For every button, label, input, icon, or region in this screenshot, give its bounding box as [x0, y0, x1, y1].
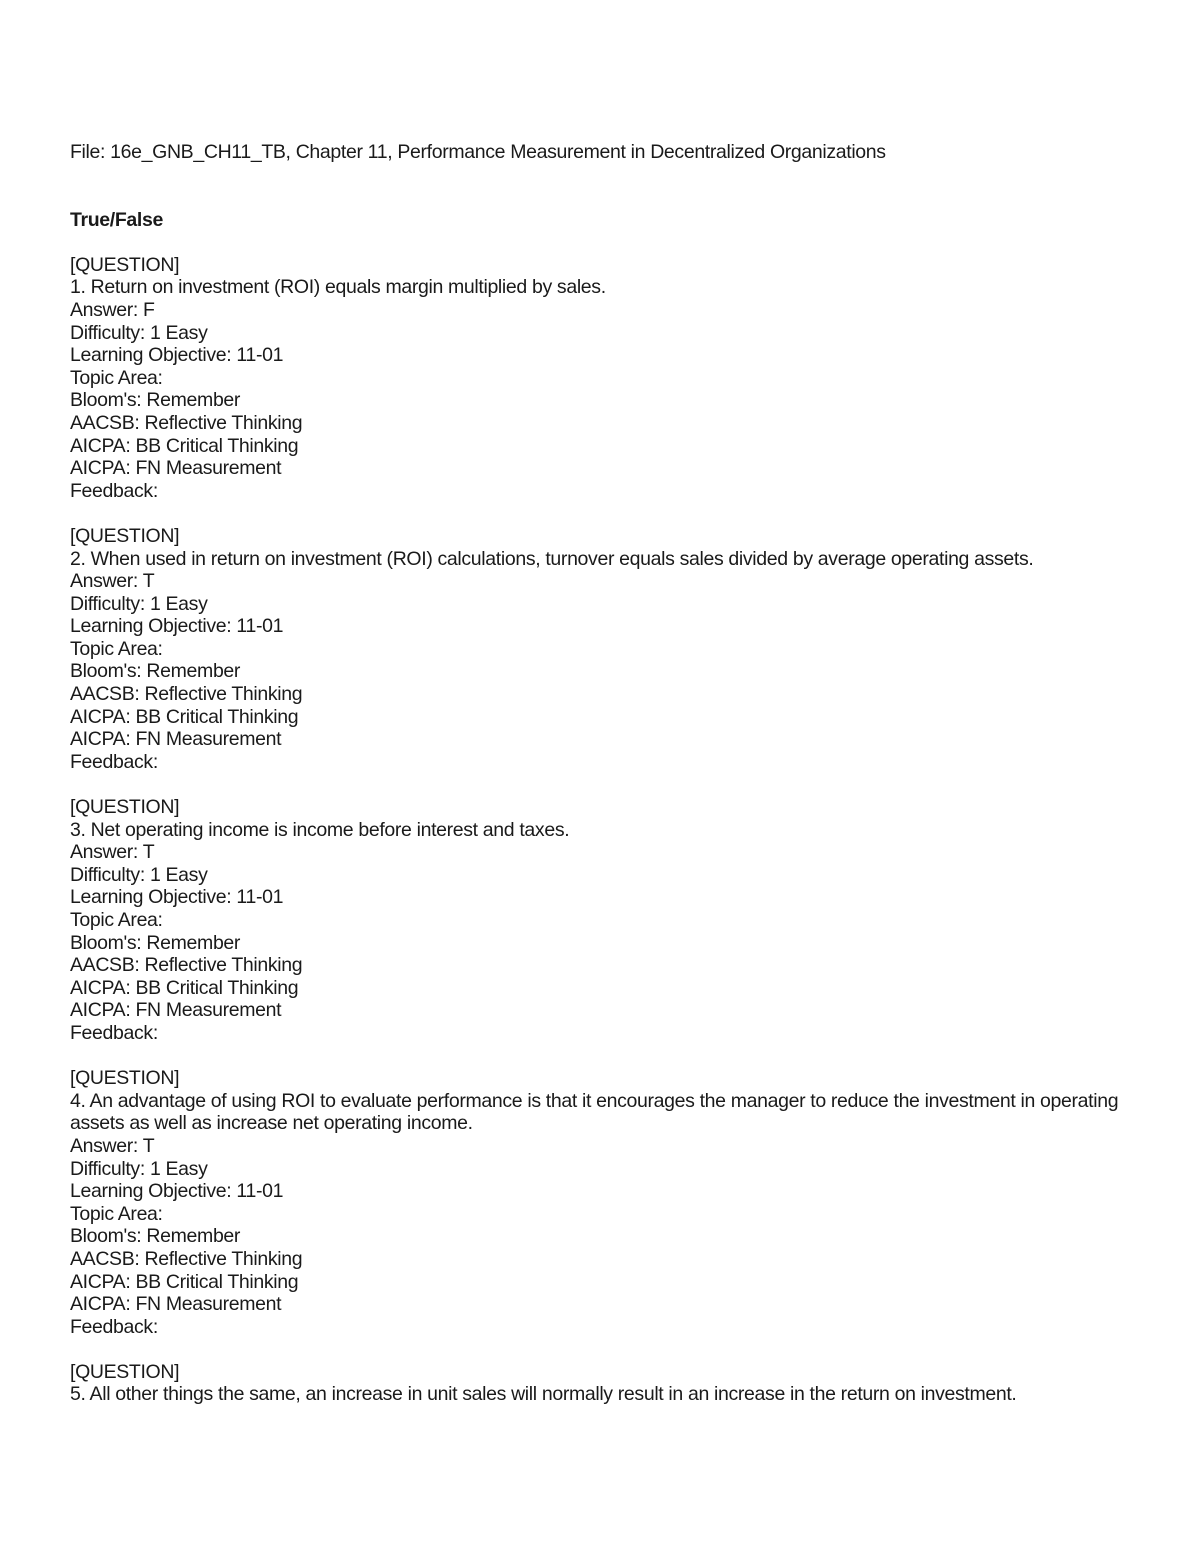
difficulty-line: Difficulty: 1 Easy — [70, 863, 208, 886]
question-marker: [QUESTION] — [70, 524, 180, 547]
aicpa-bb-line: AICPA: BB Critical Thinking — [70, 705, 299, 728]
question-marker: [QUESTION] — [70, 253, 180, 276]
aicpa-fn-line: AICPA: FN Measurement — [70, 457, 282, 480]
blooms-line: Bloom's: Remember — [70, 931, 241, 954]
aicpa-fn-line: AICPA: FN Measurement — [70, 728, 282, 751]
topic-area-line: Topic Area: — [70, 366, 163, 389]
difficulty-line: Difficulty: 1 Easy — [70, 592, 208, 615]
question-text: 4. An advantage of using ROI to evaluate performance is that it encourages the manager to reduce the investment in operating assets as well as increase net operating income. — [70, 1089, 1119, 1135]
aacsb-line: AACSB: Reflective Thinking — [70, 954, 303, 977]
learning-objective-line: Learning Objective: 11-01 — [70, 886, 284, 909]
aicpa-bb-line: AICPA: BB Critical Thinking — [70, 1270, 299, 1293]
question-block — [70, 254, 1150, 503]
question-block — [70, 1361, 1150, 1406]
question-text: 2. When used in return on investment (ROI) calculations, turnover equals sales divided by average operating assets. — [70, 547, 1034, 570]
topic-area-line: Topic Area: — [70, 637, 163, 660]
learning-objective-line: Learning Objective: 11-01 — [70, 615, 284, 638]
aacsb-line: AACSB: Reflective Thinking — [70, 683, 303, 706]
feedback-line: Feedback: — [70, 750, 158, 773]
answer-line: Answer: T — [70, 570, 155, 593]
blooms-line: Bloom's: Remember — [70, 389, 241, 412]
feedback-line: Feedback: — [70, 1315, 158, 1338]
question-text: 5. All other things the same, an increase in unit sales will normally result in an increase in the return on investment. — [70, 1383, 1017, 1406]
question-text: 3. Net operating income is income before interest and taxes. — [70, 818, 570, 841]
question-block — [70, 1067, 1150, 1338]
topic-area-line: Topic Area: — [70, 909, 163, 931]
answer-line: Answer: T — [70, 841, 155, 864]
section-title: True/False — [70, 208, 163, 231]
question-block — [70, 525, 1150, 774]
topic-area-line: Topic Area: — [70, 1202, 163, 1225]
file-header-line: File: 16e_GNB_CH11_TB, Chapter 11, Performance Measurement in Decentralized Organizations — [70, 141, 886, 163]
learning-objective-line: Learning Objective: 11-01 — [70, 344, 284, 367]
aicpa-fn-line: AICPA: FN Measurement — [70, 1293, 282, 1316]
blooms-line: Bloom's: Remember — [70, 1225, 241, 1248]
question-marker: [QUESTION] — [70, 1067, 180, 1090]
blooms-line: Bloom's: Remember — [70, 660, 241, 683]
answer-line: Answer: F — [70, 298, 155, 321]
aicpa-bb-line: AICPA: BB Critical Thinking — [70, 434, 299, 457]
document-page — [70, 141, 1150, 1406]
difficulty-line: Difficulty: 1 Easy — [70, 321, 208, 344]
question-text: 1. Return on investment (ROI) equals margin multiplied by sales. — [70, 276, 606, 299]
feedback-line: Feedback: — [70, 479, 158, 502]
question-marker: [QUESTION] — [70, 1360, 180, 1383]
aicpa-fn-line: AICPA: FN Measurement — [70, 999, 282, 1022]
question-block — [70, 796, 1150, 1045]
aicpa-bb-line: AICPA: BB Critical Thinking — [70, 976, 299, 999]
difficulty-line: Difficulty: 1 Easy — [70, 1157, 208, 1180]
feedback-line: Feedback: — [70, 1021, 158, 1044]
question-marker: [QUESTION] — [70, 796, 180, 819]
learning-objective-line: Learning Objective: 11-01 — [70, 1180, 284, 1203]
answer-line: Answer: T — [70, 1134, 155, 1157]
aacsb-line: AACSB: Reflective Thinking — [70, 1247, 303, 1270]
aacsb-line: AACSB: Reflective Thinking — [70, 411, 303, 434]
